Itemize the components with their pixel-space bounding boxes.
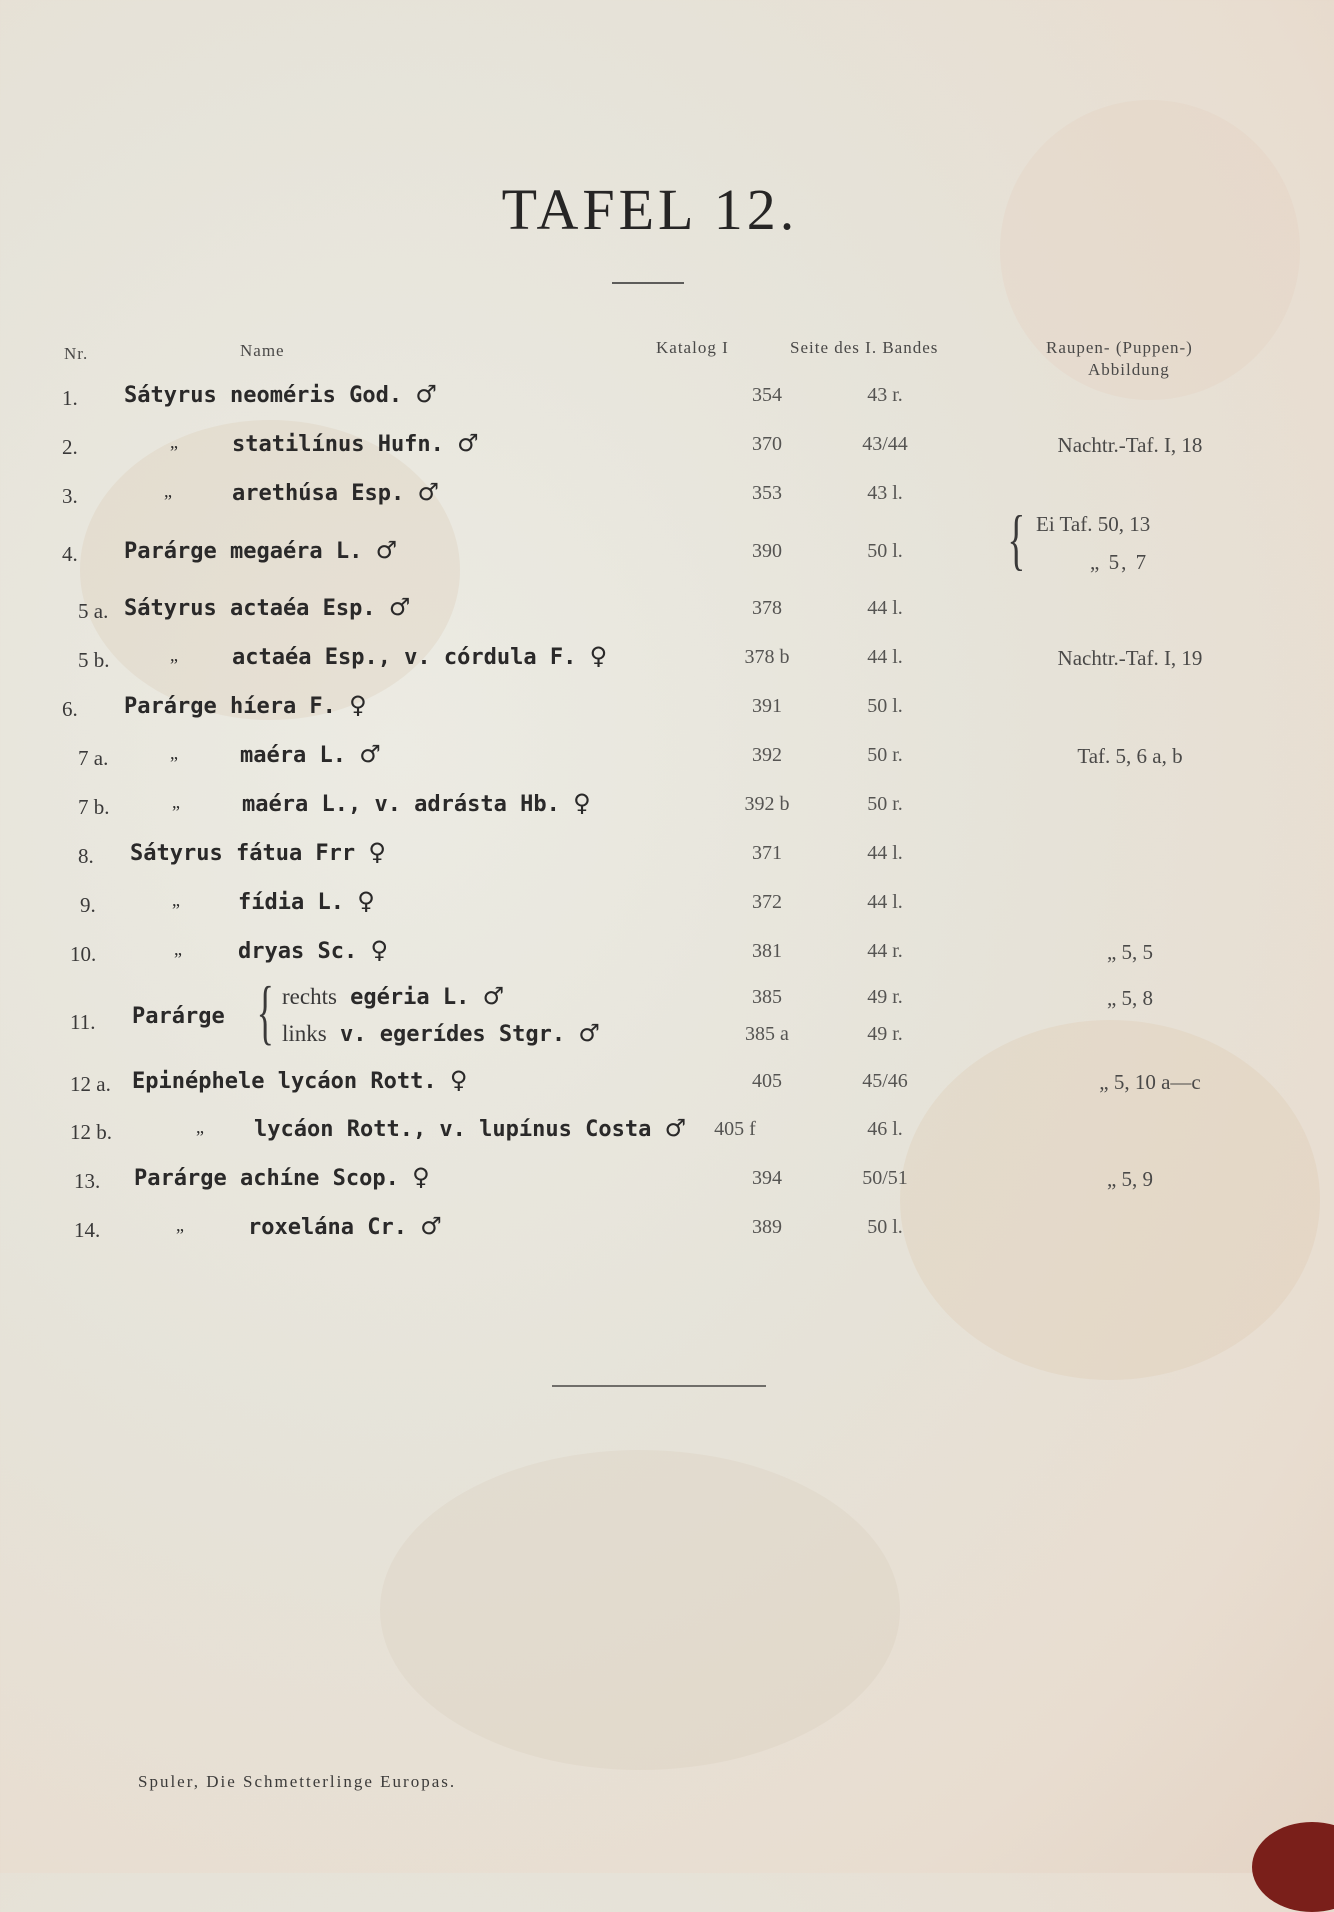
page-ref: 44 l.: [867, 842, 903, 864]
sub-row: rechts egéria L. ♂: [282, 982, 505, 1010]
page-corner-mark: [1252, 1822, 1334, 1912]
katalog-number: 405 f: [714, 1118, 756, 1140]
species-name: Sátyrus fátua Frr ♀: [130, 838, 386, 866]
male-symbol: ♂: [417, 478, 439, 506]
page-ref: 44 r.: [867, 940, 903, 962]
header-raupen: Raupen- (Puppen-): [1046, 338, 1193, 357]
table-row: [0, 1163, 1334, 1203]
row-number: 12 b.: [70, 1120, 112, 1144]
table-row: [0, 838, 1334, 878]
ditto-mark: „: [196, 1117, 204, 1137]
female-symbol: ♀: [368, 838, 386, 866]
katalog-number: 371: [752, 842, 782, 864]
ditto-mark: „: [174, 939, 182, 959]
page-ref: 50 r.: [867, 793, 903, 815]
ditto-mark: „: [172, 890, 180, 910]
footer-citation: Spuler, Die Schmetterlinge Europas.: [138, 1772, 457, 1791]
table-row: [0, 380, 1334, 420]
ditto-mark: „: [172, 792, 180, 812]
male-symbol: ♂: [578, 1019, 600, 1047]
ditto-mark: „: [164, 481, 172, 501]
katalog-number: 385 a: [745, 1023, 789, 1045]
row-number: 6.: [62, 697, 78, 721]
row-number: 11.: [70, 1010, 96, 1034]
page-ref: 50 l.: [867, 695, 903, 717]
page-ref: 46 l.: [867, 1118, 903, 1140]
page-ref: 43/44: [862, 433, 908, 455]
species-name: arethúsa Esp. ♂: [232, 478, 439, 506]
figure-ref: „ 5, 5: [1106, 940, 1154, 964]
header-seite: Seite des I. Bandes: [790, 338, 939, 357]
species-name: Parárge híera F. ♀: [124, 691, 367, 719]
species-name: Epinéphele lycáon Rott. ♀: [132, 1066, 468, 1094]
row-number: 12 a.: [70, 1072, 111, 1096]
table-row: [0, 691, 1334, 731]
table-row: [0, 642, 1334, 682]
katalog-number: 390: [752, 540, 782, 562]
katalog-number: 394: [752, 1167, 782, 1189]
katalog-number: 405: [752, 1070, 782, 1092]
row-number: 14.: [74, 1218, 101, 1242]
row-number: 9.: [80, 893, 96, 917]
female-symbol: ♀: [357, 887, 375, 915]
figure-ref: Taf. 5, 6 a, b: [1077, 744, 1183, 768]
row-number: 13.: [74, 1169, 101, 1193]
ditto-mark: „: [170, 645, 178, 665]
male-symbol: ♂: [420, 1212, 442, 1240]
katalog-number: 370: [752, 433, 782, 455]
katalog-number: 391: [752, 695, 782, 717]
header-katalog: Katalog I: [656, 338, 729, 357]
row-number: 1.: [62, 386, 78, 410]
figure-ref: Nachtr.-Taf. I, 19: [1057, 646, 1203, 670]
species-name: [176, 1212, 184, 1237]
paper-stain: [380, 1450, 900, 1770]
row-number: 8.: [78, 844, 94, 868]
male-symbol: ♂: [388, 593, 411, 621]
row-number: 3.: [62, 484, 78, 508]
species-name: Sátyrus actaéa Esp. ♂: [124, 593, 411, 621]
katalog-number: 381: [752, 940, 782, 962]
page-ref: 50 r.: [867, 744, 903, 766]
male-symbol: ♂: [457, 429, 479, 457]
row-number: 4.: [62, 542, 78, 566]
page-ref: 50 l.: [867, 540, 903, 562]
page-ref: 50/51: [862, 1167, 908, 1189]
row-number: 5 b.: [78, 648, 110, 672]
ditto-mark: „: [176, 1215, 184, 1235]
ditto-mark: „: [170, 743, 178, 763]
male-symbol: ♂: [375, 536, 398, 564]
sub-row: links v. egerídes Stgr. ♂: [282, 1019, 600, 1047]
page-ref: 44 l.: [867, 646, 903, 668]
katalog-number: 354: [752, 384, 782, 406]
species-name: maéra L. ♂: [240, 740, 381, 768]
figure-ref: Ei Taf. 50, 13: [1036, 512, 1151, 536]
species-name: dryas Sc. ♀: [238, 936, 389, 964]
brace-icon: {: [256, 972, 274, 1052]
species-name: [172, 789, 180, 814]
katalog-number: 372: [752, 891, 782, 913]
katalog-number: 378 b: [744, 646, 790, 668]
species-name: statilínus Hufn. ♂: [232, 429, 479, 457]
page-ref: 44 l.: [867, 597, 903, 619]
page-ref: 44 l.: [867, 891, 903, 913]
species-name: [170, 740, 178, 765]
side-label: rechts: [282, 984, 337, 1009]
katalog-number: 378: [752, 597, 782, 619]
row-number: 7 b.: [78, 795, 110, 819]
species-name: Sátyrus neoméris God. ♂: [124, 380, 437, 408]
figure-ref: „ 5, 7: [1090, 550, 1149, 574]
side-label: links: [282, 1021, 327, 1046]
table-row: [0, 593, 1334, 633]
table-row: [0, 1114, 1334, 1154]
species-name: actaéa Esp., v. córdula F. ♀: [232, 642, 608, 670]
table-row: [0, 429, 1334, 469]
male-symbol: ♂: [482, 982, 505, 1010]
species-name: [170, 429, 178, 454]
male-symbol: ♂: [415, 380, 437, 408]
katalog-number: 392 b: [744, 793, 790, 815]
species-name: [164, 478, 172, 503]
plate-title: TAFEL 12.: [501, 177, 799, 242]
brace-icon: {: [1007, 501, 1026, 577]
female-symbol: ♀: [412, 1163, 430, 1191]
katalog-number: 385: [752, 986, 782, 1008]
header-abbildung: Abbildung: [1088, 360, 1170, 379]
figure-ref: „ 5, 10 a—c: [1099, 1070, 1201, 1094]
end-divider: [552, 1385, 766, 1387]
katalog-number: 389: [752, 1216, 782, 1238]
male-symbol: ♂: [664, 1114, 687, 1142]
species-name: maéra L., v. adrásta Hb. ♀: [242, 789, 591, 817]
species-name: Parárge achíne Scop. ♀: [134, 1163, 430, 1191]
female-symbol: ♀: [589, 642, 608, 670]
row-number: 7 a.: [78, 746, 109, 770]
species-name: Parárge megaéra L. ♂: [124, 536, 398, 564]
table-row: [0, 789, 1334, 829]
figure-ref: „ 5, 9: [1106, 1167, 1154, 1191]
header-nr: Nr.: [64, 344, 89, 363]
female-symbol: ♀: [370, 936, 389, 964]
genus-name: Parárge: [132, 1004, 225, 1029]
row-number: 10.: [70, 942, 97, 966]
page-ref: 49 r.: [867, 1023, 903, 1045]
female-symbol: ♀: [449, 1066, 468, 1094]
katalog-number: 353: [752, 482, 782, 504]
table-row: [0, 887, 1334, 927]
ditto-mark: „: [170, 432, 178, 452]
row-number: 2.: [62, 435, 78, 459]
katalog-number: 392: [752, 744, 782, 766]
table-row: [0, 1066, 1334, 1106]
table-row: [0, 1212, 1334, 1252]
female-symbol: ♀: [573, 789, 591, 817]
species-name: [196, 1114, 204, 1139]
species-name: fídia L. ♀: [238, 887, 375, 915]
table-row: [0, 936, 1334, 976]
page-ref: 50 l.: [867, 1216, 903, 1238]
row-number: 5 a.: [78, 599, 109, 623]
table-row: [0, 1019, 1334, 1059]
female-symbol: ♀: [349, 691, 367, 719]
table-row: [0, 740, 1334, 780]
species-name: roxelána Cr. ♂: [248, 1212, 442, 1240]
page-ref: 45/46: [862, 1070, 908, 1092]
species-name: [172, 887, 180, 912]
page-ref: 49 r.: [867, 986, 903, 1008]
header-name: Name: [240, 341, 285, 360]
title-divider: [612, 282, 684, 284]
figure-ref: „ 5, 8: [1106, 986, 1154, 1010]
species-name: [170, 642, 178, 667]
male-symbol: ♂: [359, 740, 381, 768]
species-name: lycáon Rott., v. lupínus Costa ♂: [254, 1114, 687, 1142]
figure-ref: Nachtr.-Taf. I, 18: [1057, 433, 1203, 457]
page-ref: 43 l.: [867, 482, 903, 504]
page-ref: 43 r.: [867, 384, 903, 406]
species-name: [174, 936, 182, 961]
